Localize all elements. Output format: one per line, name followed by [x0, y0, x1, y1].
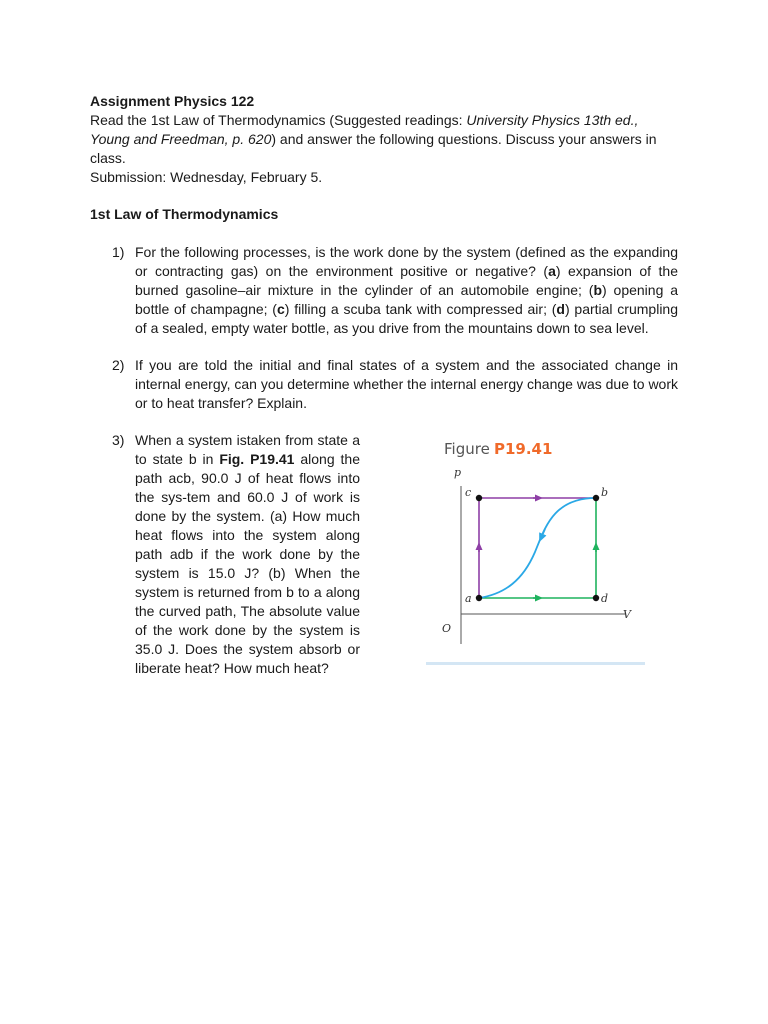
state-a-label: a [465, 592, 472, 605]
q3-text-part: When a system istaken from state a to state b in [135, 432, 360, 467]
question-list [90, 243, 678, 678]
question-3 [90, 431, 678, 678]
q1-option-c: c [276, 301, 285, 317]
question-3-text [135, 431, 360, 678]
q3-text-part: along the path acb, 90.0 J of heat flows into the sys-tem and 60.0 J of work is done by the system. (a) How much heat flows into the system along path adb if the work done by the system is 15.0 J? (b) When the system is returned from b to a along the curved path, The absolute value of the work done by the system is 35.0 J. Does the system absorb or liberate heat? How much heat? [135, 451, 360, 676]
state-d-label: d [601, 592, 609, 605]
figure-bottom-rule [426, 662, 645, 665]
arrow-curved-path [541, 529, 545, 538]
suggested-reading: University Physics 13th ed., Young and Freedman, p. 620 [90, 112, 639, 147]
q1-option-a: a [548, 263, 556, 279]
section-heading: 1st Law of Thermodynamics [90, 206, 279, 222]
question-2-text: If you are told the initial and final states of a system and the associated change in internal energy, can you determine whether the internal energy change was due to work or to heat transfer? Explain. [135, 357, 678, 411]
question-1 [90, 243, 678, 338]
question-1-text [135, 244, 678, 336]
pv-diagram [425, 466, 650, 666]
axis-label-v: V [623, 608, 631, 621]
figure-label [444, 440, 552, 459]
page-content [90, 92, 678, 696]
question-3-number: 3) [112, 432, 125, 448]
question-2 [90, 356, 678, 413]
question-2-number: 2) [112, 357, 125, 373]
question-1-number: 1) [112, 244, 125, 260]
q1-option-d: d [556, 301, 565, 317]
q1-text-part: For the following processes, is the work done by the system (defined as the expanding or contracting gas) on the environment positive or negative? ( [135, 244, 678, 279]
assignment-title: Assignment Physics 122 [90, 93, 255, 109]
q1-text-part: ) opening a bottle of champagne; ( [135, 282, 678, 317]
pv-diagram-figure [425, 436, 650, 676]
state-a-point [476, 595, 482, 601]
intro-text-1: Read the 1st Law of Thermodynamics (Suggested readings: [90, 112, 467, 128]
state-b-point [593, 495, 599, 501]
q1-option-b: b [593, 282, 603, 298]
state-d-point [593, 595, 599, 601]
figure-label-number: P19.41 [493, 440, 553, 458]
intro-text-2: ) and answer the following questions. Discuss your answers in class. [90, 131, 657, 166]
q1-text-part: ) expansion of the burned gasoline–air mixture in the cylinder of an automobile engine; ( [135, 263, 678, 298]
curved-path-b-to-a [479, 498, 596, 598]
state-b-label: b [601, 486, 609, 499]
figure-label-word: Figure [444, 440, 490, 458]
axis-label-p: p [454, 466, 462, 479]
origin-label: O [442, 622, 452, 635]
figure-reference: Fig. P19.41 [219, 451, 295, 467]
intro-paragraph [90, 111, 678, 168]
state-c-label: c [465, 486, 472, 499]
q1-text-part: ) partial crumpling of a sealed, empty water bottle, as you drive from the mountains down to sea level. [135, 301, 678, 336]
state-c-point [476, 495, 482, 501]
submission-date: Submission: Wednesday, February 5. [90, 169, 323, 185]
q1-text-part: ) filling a scuba tank with compressed air; ( [284, 301, 557, 317]
